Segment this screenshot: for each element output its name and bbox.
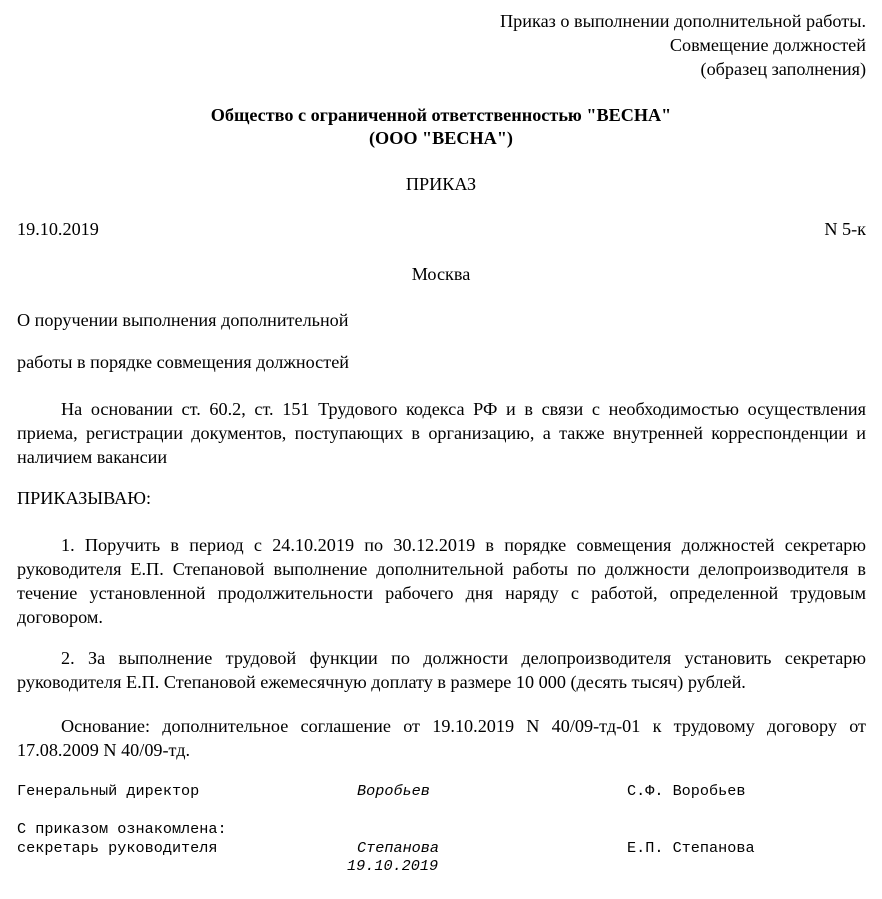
order-number: N 5-к (824, 219, 866, 239)
organization-short-name: (ООО "ВЕСНА") (369, 128, 513, 148)
order-item-2: 2. За выполнение трудовой функции по должности делопроизводителя установить секретарю руководителя Е.П. Степановой ежемесячную доплату в размере 10 000 (десять тысяч) рублей. (17, 648, 866, 692)
acquainted-label: С приказом ознакомлена: (17, 820, 227, 838)
employee-position: секретарь руководителя (17, 839, 218, 857)
organization-full-name: Общество с ограниченной ответственностью "ВЕСНА" (210, 105, 672, 125)
director-name: С.Ф. Воробьев (627, 782, 746, 800)
preamble-paragraph: На основании ст. 60.2, ст. 151 Трудового кодекса РФ и в связи с необходимостью осуществления приема, регистрации документов, поступающих в организацию, а также внутренней корреспонденции и наличием вакансии (17, 399, 866, 467)
director-signature: Воробьев (357, 782, 430, 800)
header-line-2: Совмещение должностей (669, 35, 866, 55)
director-position: Генеральный директор (17, 782, 200, 800)
order-word: ПРИКАЗЫВАЮ: (17, 488, 152, 508)
basis-paragraph: Основание: дополнительное соглашение от 19.10.2019 N 40/09-тд-01 к трудовому договору от 17.08.2009 N 40/09-тд. (17, 716, 866, 760)
order-item-1: 1. Поручить в период с 24.10.2019 по 30.12.2019 в порядке совмещения должностей секретарю руководителя Е.П. Степановой выполнение дополнительной работы по должности делопроизводителя в течение установленной продолжительности рабочего дня наряду с работой, определенной трудовым договором. (17, 535, 866, 627)
order-title: ПРИКАЗ (405, 174, 477, 194)
order-date: 19.10.2019 (17, 219, 99, 239)
employee-signature: Степанова (357, 839, 440, 857)
subject-line-1: О поручении выполнения дополнительной (17, 310, 349, 330)
employee-name: Е.П. Степанова (627, 839, 755, 857)
header-line-1: Приказ о выполнении дополнительной работы. (500, 11, 866, 31)
order-city: Москва (411, 264, 471, 284)
subject-line-2: работы в порядке совмещения должностей (17, 352, 350, 372)
header-line-3: (образец заполнения) (700, 59, 866, 79)
employee-sign-date: 19.10.2019 (347, 857, 439, 875)
